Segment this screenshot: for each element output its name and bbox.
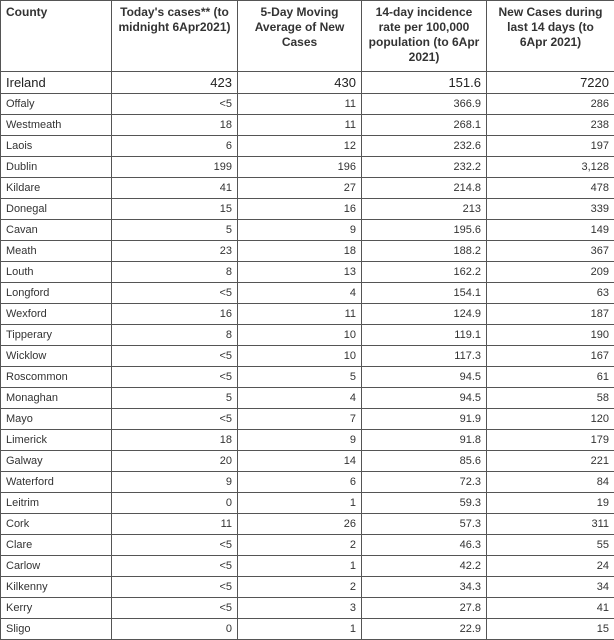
cell-county: Kerry: [1, 598, 112, 619]
cell-incidence-rate: 42.2: [362, 556, 487, 577]
table-row: [1, 241, 614, 262]
cell-county: Donegal: [1, 199, 112, 220]
cell-incidence-rate: 162.2: [362, 262, 487, 283]
cell-todays-cases: 23: [112, 241, 238, 262]
cell-moving-average: 10: [238, 346, 362, 367]
cell-todays-cases: 11: [112, 514, 238, 535]
cell-incidence-rate: 232.2: [362, 157, 487, 178]
cell-county: Leitrim: [1, 493, 112, 514]
cell-moving-average: 13: [238, 262, 362, 283]
table-row: [1, 514, 614, 535]
header-todays-cases: Today's cases** (to midnight 6Apr2021): [112, 1, 238, 72]
header-row: [1, 1, 614, 72]
cell-county: Sligo: [1, 619, 112, 640]
cell-incidence-rate: 232.6: [362, 136, 487, 157]
cell-county: Louth: [1, 262, 112, 283]
cell-moving-average: 4: [238, 388, 362, 409]
cell-incidence-rate: 91.8: [362, 430, 487, 451]
cell-county: Wicklow: [1, 346, 112, 367]
cell-county: Kildare: [1, 178, 112, 199]
cell-county: Clare: [1, 535, 112, 556]
table-row: [1, 535, 614, 556]
cell-incidence-rate: 117.3: [362, 346, 487, 367]
cell-moving-average: 2: [238, 577, 362, 598]
cell-incidence-rate: 72.3: [362, 472, 487, 493]
cell-new-cases: 84: [487, 472, 614, 493]
table-row: [1, 577, 614, 598]
cell-moving-average: 27: [238, 178, 362, 199]
cell-moving-average: 10: [238, 325, 362, 346]
cell-todays-cases: <5: [112, 367, 238, 388]
cell-new-cases: 7220: [487, 72, 614, 94]
cell-moving-average: 1: [238, 619, 362, 640]
cell-moving-average: 12: [238, 136, 362, 157]
cell-moving-average: 26: [238, 514, 362, 535]
cell-moving-average: 11: [238, 94, 362, 115]
cell-new-cases: 149: [487, 220, 614, 241]
cell-moving-average: 11: [238, 304, 362, 325]
cell-todays-cases: 199: [112, 157, 238, 178]
table-row: [1, 430, 614, 451]
cell-incidence-rate: 268.1: [362, 115, 487, 136]
cell-moving-average: 4: [238, 283, 362, 304]
cell-new-cases: 478: [487, 178, 614, 199]
cell-todays-cases: 0: [112, 619, 238, 640]
cell-incidence-rate: 94.5: [362, 367, 487, 388]
cell-moving-average: 1: [238, 493, 362, 514]
cell-incidence-rate: 124.9: [362, 304, 487, 325]
cell-new-cases: 34: [487, 577, 614, 598]
table-row: [1, 556, 614, 577]
cell-county: Dublin: [1, 157, 112, 178]
cell-incidence-rate: 119.1: [362, 325, 487, 346]
cell-new-cases: 15: [487, 619, 614, 640]
cell-incidence-rate: 91.9: [362, 409, 487, 430]
cell-county: Tipperary: [1, 325, 112, 346]
cell-new-cases: 24: [487, 556, 614, 577]
cell-incidence-rate: 59.3: [362, 493, 487, 514]
cell-todays-cases: 15: [112, 199, 238, 220]
table-row: [1, 409, 614, 430]
cell-new-cases: 221: [487, 451, 614, 472]
header-moving-average: 5-Day Moving Average of New Cases: [238, 1, 362, 72]
cell-new-cases: 3,128: [487, 157, 614, 178]
cell-todays-cases: 8: [112, 325, 238, 346]
table-row: [1, 325, 614, 346]
cell-county: Ireland: [1, 72, 112, 94]
cell-new-cases: 238: [487, 115, 614, 136]
cell-incidence-rate: 151.6: [362, 72, 487, 94]
cell-incidence-rate: 22.9: [362, 619, 487, 640]
cell-county: Monaghan: [1, 388, 112, 409]
cell-new-cases: 58: [487, 388, 614, 409]
table-row: [1, 493, 614, 514]
cell-new-cases: 55: [487, 535, 614, 556]
table-row: [1, 199, 614, 220]
cell-county: Westmeath: [1, 115, 112, 136]
cell-county: Wexford: [1, 304, 112, 325]
table-row: [1, 94, 614, 115]
header-new-cases-14-days: New Cases during last 14 days (to 6Apr 2021): [487, 1, 614, 72]
cell-incidence-rate: 214.8: [362, 178, 487, 199]
cell-new-cases: 167: [487, 346, 614, 367]
cell-new-cases: 197: [487, 136, 614, 157]
cell-moving-average: 14: [238, 451, 362, 472]
cell-todays-cases: 423: [112, 72, 238, 94]
cell-new-cases: 61: [487, 367, 614, 388]
cell-moving-average: 5: [238, 367, 362, 388]
cell-todays-cases: <5: [112, 94, 238, 115]
cell-incidence-rate: 34.3: [362, 577, 487, 598]
cell-incidence-rate: 46.3: [362, 535, 487, 556]
cell-new-cases: 311: [487, 514, 614, 535]
cell-incidence-rate: 27.8: [362, 598, 487, 619]
cell-todays-cases: 5: [112, 388, 238, 409]
table-row: [1, 598, 614, 619]
cell-todays-cases: 8: [112, 262, 238, 283]
cell-county: Carlow: [1, 556, 112, 577]
cell-todays-cases: 18: [112, 430, 238, 451]
cell-moving-average: 196: [238, 157, 362, 178]
cell-moving-average: 9: [238, 430, 362, 451]
table-row: [1, 136, 614, 157]
cell-todays-cases: 0: [112, 493, 238, 514]
cell-county: Mayo: [1, 409, 112, 430]
cell-county: Cavan: [1, 220, 112, 241]
cell-incidence-rate: 188.2: [362, 241, 487, 262]
header-county: County: [1, 1, 112, 72]
cell-todays-cases: <5: [112, 535, 238, 556]
table-header: [1, 1, 614, 72]
cell-incidence-rate: 154.1: [362, 283, 487, 304]
cell-moving-average: 11: [238, 115, 362, 136]
table-row: [1, 451, 614, 472]
cell-moving-average: 7: [238, 409, 362, 430]
cell-county: Limerick: [1, 430, 112, 451]
cell-todays-cases: 18: [112, 115, 238, 136]
table-row: [1, 115, 614, 136]
cell-moving-average: 3: [238, 598, 362, 619]
cell-moving-average: 1: [238, 556, 362, 577]
table-row: [1, 304, 614, 325]
cell-county: Cork: [1, 514, 112, 535]
table-row: [1, 262, 614, 283]
cell-todays-cases: 6: [112, 136, 238, 157]
cell-county: Galway: [1, 451, 112, 472]
cell-new-cases: 120: [487, 409, 614, 430]
table-row-total: [1, 72, 614, 94]
cell-county: Longford: [1, 283, 112, 304]
cell-todays-cases: 9: [112, 472, 238, 493]
cell-todays-cases: 5: [112, 220, 238, 241]
table-body: [1, 72, 614, 640]
table-row: [1, 220, 614, 241]
cell-moving-average: 430: [238, 72, 362, 94]
table-row: [1, 346, 614, 367]
cell-incidence-rate: 94.5: [362, 388, 487, 409]
cell-incidence-rate: 195.6: [362, 220, 487, 241]
cell-moving-average: 18: [238, 241, 362, 262]
cell-new-cases: 339: [487, 199, 614, 220]
cell-new-cases: 19: [487, 493, 614, 514]
cell-incidence-rate: 366.9: [362, 94, 487, 115]
cell-new-cases: 187: [487, 304, 614, 325]
cell-incidence-rate: 213: [362, 199, 487, 220]
cell-new-cases: 367: [487, 241, 614, 262]
table-row: [1, 283, 614, 304]
cell-new-cases: 63: [487, 283, 614, 304]
table-row: [1, 157, 614, 178]
cell-new-cases: 190: [487, 325, 614, 346]
table-row: [1, 619, 614, 640]
cell-county: Offaly: [1, 94, 112, 115]
cell-new-cases: 179: [487, 430, 614, 451]
cell-county: Laois: [1, 136, 112, 157]
cell-todays-cases: <5: [112, 283, 238, 304]
cell-county: Kilkenny: [1, 577, 112, 598]
table-row: [1, 178, 614, 199]
header-incidence-rate: 14-day incidence rate per 100,000 population (to 6Apr 2021): [362, 1, 487, 72]
cell-todays-cases: <5: [112, 409, 238, 430]
cell-new-cases: 286: [487, 94, 614, 115]
cell-todays-cases: <5: [112, 346, 238, 367]
cell-county: Meath: [1, 241, 112, 262]
cell-moving-average: 2: [238, 535, 362, 556]
cell-county: Roscommon: [1, 367, 112, 388]
table-row: [1, 388, 614, 409]
cell-incidence-rate: 85.6: [362, 451, 487, 472]
cell-moving-average: 6: [238, 472, 362, 493]
cell-todays-cases: 41: [112, 178, 238, 199]
cell-todays-cases: 16: [112, 304, 238, 325]
cell-todays-cases: 20: [112, 451, 238, 472]
table-row: [1, 472, 614, 493]
cell-incidence-rate: 57.3: [362, 514, 487, 535]
cell-new-cases: 41: [487, 598, 614, 619]
table-row: [1, 367, 614, 388]
cell-county: Waterford: [1, 472, 112, 493]
cell-todays-cases: <5: [112, 577, 238, 598]
cell-moving-average: 16: [238, 199, 362, 220]
cell-moving-average: 9: [238, 220, 362, 241]
cell-todays-cases: <5: [112, 598, 238, 619]
cell-new-cases: 209: [487, 262, 614, 283]
cell-todays-cases: <5: [112, 556, 238, 577]
